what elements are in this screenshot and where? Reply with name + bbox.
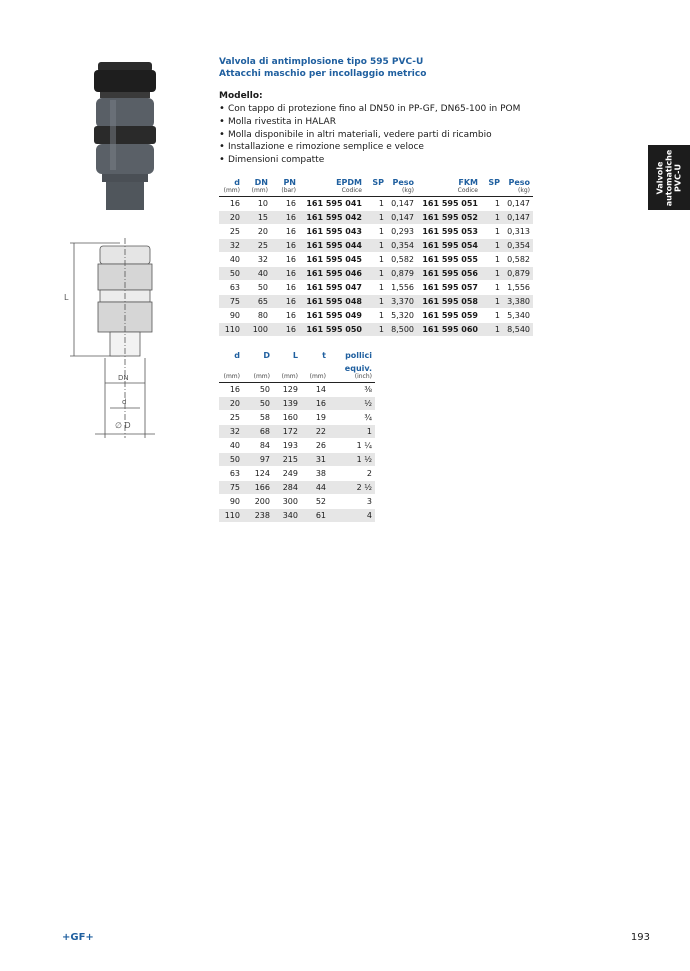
table-cell: 1	[481, 281, 503, 295]
column-header: pollici	[345, 351, 372, 360]
table-cell: 161 595 057	[417, 281, 481, 295]
table-cell: 161 595 056	[417, 267, 481, 281]
table-cell: 32	[219, 239, 243, 253]
table-cell: 1,556	[503, 281, 533, 295]
table-cell: 22	[301, 425, 329, 439]
column-header: SP	[488, 178, 500, 187]
table-cell: 3	[329, 495, 375, 509]
table-cell: 1	[365, 225, 387, 239]
table-cell: 16	[271, 239, 299, 253]
column-unit: (mm)	[223, 187, 240, 194]
table-cell: 200	[243, 495, 273, 509]
product-codes-table	[219, 174, 533, 336]
table-cell: 19	[301, 411, 329, 425]
table-cell: 40	[219, 253, 243, 267]
table-row	[219, 267, 533, 281]
table-cell: 1	[481, 309, 503, 323]
table-row	[219, 211, 533, 225]
table-cell: 161 595 045	[299, 253, 365, 267]
table-cell: 1	[365, 197, 387, 211]
column-unit: (kg)	[518, 187, 530, 194]
tab-line: Valvole	[655, 161, 665, 194]
table-cell: 50	[219, 453, 243, 467]
column-header: t	[322, 351, 326, 360]
table-cell: ½	[329, 397, 375, 411]
table-cell: 8,500	[387, 323, 417, 337]
column-unit: (mm)	[281, 373, 298, 380]
column-header: Peso	[392, 178, 414, 187]
column-header: EPDM	[336, 178, 362, 187]
feature-item: • Installazione e rimozione semplice e veloce	[219, 141, 520, 154]
table-cell: 0,879	[387, 267, 417, 281]
valve-product-image	[80, 60, 170, 220]
table-cell: 0,147	[503, 197, 533, 211]
column-header: SP	[372, 178, 384, 187]
table-cell: 4	[329, 509, 375, 523]
table-cell: 14	[301, 383, 329, 397]
table-cell: 0,147	[503, 211, 533, 225]
table-cell: 193	[273, 439, 301, 453]
table-cell: 161 595 053	[417, 225, 481, 239]
table-row	[219, 197, 533, 211]
table-cell: 1	[481, 267, 503, 281]
column-header: D	[263, 351, 270, 360]
table-row	[219, 239, 533, 253]
table-cell: 129	[273, 383, 301, 397]
table-cell: 65	[243, 295, 271, 309]
column-unit	[481, 187, 503, 197]
table-cell: 97	[243, 453, 273, 467]
table-cell: 2	[329, 467, 375, 481]
table-cell: 1	[481, 211, 503, 225]
table-cell: 40	[243, 267, 271, 281]
table-row	[219, 295, 533, 309]
table-row	[219, 383, 375, 397]
table-cell: 161 595 058	[417, 295, 481, 309]
column-header: L	[292, 351, 298, 360]
product-title	[219, 56, 426, 80]
table-cell: 166	[243, 481, 273, 495]
column-header: equiv.	[344, 364, 372, 373]
section-tab	[648, 145, 690, 210]
table-cell: 16	[271, 281, 299, 295]
table-cell: 161 595 059	[417, 309, 481, 323]
table-cell: 0,354	[387, 239, 417, 253]
diameter-label: ∅ D	[115, 421, 131, 430]
tab-line: automatiche	[664, 149, 674, 206]
title-line: Valvola di antimplosione tipo 595 PVC-U	[219, 57, 424, 67]
table-cell: 90	[219, 495, 243, 509]
table-cell: 1,556	[387, 281, 417, 295]
table-cell: 110	[219, 509, 243, 523]
table-cell: 1	[481, 239, 503, 253]
table-cell: 16	[271, 197, 299, 211]
table-row	[219, 225, 533, 239]
table-cell: 16	[219, 383, 243, 397]
table-cell: 16	[301, 397, 329, 411]
table-cell: 20	[243, 225, 271, 239]
column-header: d	[234, 351, 240, 360]
column-header: DN	[254, 178, 268, 187]
table-cell: 161 595 047	[299, 281, 365, 295]
table-cell: 161 595 060	[417, 323, 481, 337]
table-cell: 161 595 052	[417, 211, 481, 225]
table-cell: 139	[273, 397, 301, 411]
table-cell: 1	[365, 295, 387, 309]
column-header: PN	[283, 178, 296, 187]
column-unit: Codice	[341, 187, 362, 194]
table-cell: 50	[243, 281, 271, 295]
table-cell: 16	[271, 211, 299, 225]
table-cell: 3,370	[387, 295, 417, 309]
table-cell: 1	[329, 425, 375, 439]
brand-logo: +GF+	[62, 932, 94, 943]
table-cell: 161 595 043	[299, 225, 365, 239]
length-label: L	[64, 293, 69, 302]
table-cell: 161 595 048	[299, 295, 365, 309]
table-cell: 16	[219, 197, 243, 211]
table-cell: 26	[301, 439, 329, 453]
table-cell: 25	[243, 239, 271, 253]
table-cell: 249	[273, 467, 301, 481]
table-cell: 16	[271, 267, 299, 281]
table-cell: 16	[271, 253, 299, 267]
table-cell: 1	[365, 309, 387, 323]
table-cell: 61	[301, 509, 329, 523]
table-cell: 80	[243, 309, 271, 323]
table-cell: 161 595 044	[299, 239, 365, 253]
table-cell: 84	[243, 439, 273, 453]
table-cell: 44	[301, 481, 329, 495]
table-cell: 172	[273, 425, 301, 439]
table-cell: 1	[365, 239, 387, 253]
table-cell: 75	[219, 481, 243, 495]
table-cell: 0,293	[387, 225, 417, 239]
table-cell: 8,540	[503, 323, 533, 337]
table-row	[219, 467, 375, 481]
table-cell: 25	[219, 225, 243, 239]
table-cell: 160	[273, 411, 301, 425]
table-cell: 5,320	[387, 309, 417, 323]
column-header	[243, 360, 273, 373]
table-cell: 32	[219, 425, 243, 439]
table-row	[219, 397, 375, 411]
table-row	[219, 509, 375, 523]
table-cell: 38	[301, 467, 329, 481]
table-row	[219, 481, 375, 495]
table-cell: 0,313	[503, 225, 533, 239]
table-cell: 20	[219, 211, 243, 225]
table-cell: 63	[219, 467, 243, 481]
table-cell: 1	[481, 197, 503, 211]
feature-item: • Dimensioni compatte	[219, 154, 520, 167]
table-cell: 90	[219, 309, 243, 323]
table-cell: 25	[219, 411, 243, 425]
column-unit: (mm)	[253, 373, 270, 380]
table-cell: 50	[243, 383, 273, 397]
table-cell: 1	[365, 211, 387, 225]
table-cell: 284	[273, 481, 301, 495]
table-cell: 124	[243, 467, 273, 481]
table-cell: 0,354	[503, 239, 533, 253]
table-cell: 1	[365, 253, 387, 267]
table-cell: 0,582	[387, 253, 417, 267]
column-header	[301, 360, 329, 373]
model-heading: Modello:	[219, 91, 263, 101]
subtitle-line: Attacchi maschio per incollaggio metrico	[219, 69, 427, 79]
table-cell: 15	[243, 211, 271, 225]
table-cell: 16	[271, 225, 299, 239]
column-header	[219, 360, 243, 373]
column-header: d	[234, 178, 240, 187]
table-cell: 0,582	[503, 253, 533, 267]
table-cell: 340	[273, 509, 301, 523]
table-cell: 1 ½	[329, 453, 375, 467]
table-cell: 161 595 046	[299, 267, 365, 281]
table-cell: 20	[219, 397, 243, 411]
table-cell: 10	[243, 197, 271, 211]
table-cell: 1	[365, 267, 387, 281]
table-cell: 50	[243, 397, 273, 411]
table-cell: 31	[301, 453, 329, 467]
table-cell: 32	[243, 253, 271, 267]
dimensions-table	[219, 347, 375, 522]
table-cell: 1 ¼	[329, 439, 375, 453]
table-row	[219, 453, 375, 467]
table-cell: 58	[243, 411, 273, 425]
table-cell: 0,147	[387, 197, 417, 211]
column-unit: (mm)	[223, 373, 240, 380]
column-unit: (inch)	[354, 373, 372, 380]
table-cell: 1	[481, 253, 503, 267]
table-cell: 50	[219, 267, 243, 281]
table-row	[219, 281, 533, 295]
table-cell: 16	[271, 323, 299, 337]
table-cell: 300	[273, 495, 301, 509]
table-row	[219, 411, 375, 425]
table-cell: 1	[365, 323, 387, 337]
table-cell: 161 595 042	[299, 211, 365, 225]
table-cell: 5,340	[503, 309, 533, 323]
table-cell: 1	[481, 323, 503, 337]
table-cell: 63	[219, 281, 243, 295]
feature-list	[219, 103, 520, 167]
table-cell: ⅜	[329, 383, 375, 397]
table-cell: 1	[481, 225, 503, 239]
table-cell: 68	[243, 425, 273, 439]
table-row	[219, 253, 533, 267]
column-unit: Codice	[457, 187, 478, 194]
column-unit: (mm)	[309, 373, 326, 380]
table-cell: 3,380	[503, 295, 533, 309]
d-label: d	[122, 398, 127, 406]
table-cell: 110	[219, 323, 243, 337]
table-cell: 0,879	[503, 267, 533, 281]
column-header: FKM	[458, 178, 478, 187]
column-unit: (mm)	[251, 187, 268, 194]
feature-item: • Molla disponibile in altri materiali, vedere parti di ricambio	[219, 129, 520, 142]
table-row	[219, 323, 533, 337]
table-cell: 2 ½	[329, 481, 375, 495]
table-cell: 75	[219, 295, 243, 309]
column-unit: (kg)	[402, 187, 414, 194]
table-cell: 16	[271, 309, 299, 323]
dn-label: DN	[118, 374, 129, 382]
column-unit	[365, 187, 387, 197]
page-number: 193	[630, 932, 650, 943]
table-cell: 161 595 041	[299, 197, 365, 211]
feature-item: • Con tappo di protezione fino al DN50 in PP-GF, DN65-100 in POM	[219, 103, 520, 116]
table-cell: 1	[365, 281, 387, 295]
table-cell: 161 595 054	[417, 239, 481, 253]
table-cell: 161 595 055	[417, 253, 481, 267]
table-row	[219, 495, 375, 509]
table-cell: 52	[301, 495, 329, 509]
table-cell: 215	[273, 453, 301, 467]
table-cell: 40	[219, 439, 243, 453]
table-cell: ¾	[329, 411, 375, 425]
table-cell: 16	[271, 295, 299, 309]
column-header: Peso	[508, 178, 530, 187]
table-cell: 0,147	[387, 211, 417, 225]
table-cell: 161 595 050	[299, 323, 365, 337]
table-cell: 100	[243, 323, 271, 337]
column-header	[273, 360, 301, 373]
tab-line: PVC-U	[673, 163, 683, 192]
table-row	[219, 439, 375, 453]
valve-dimension-drawing	[60, 238, 190, 443]
table-cell: 238	[243, 509, 273, 523]
column-unit: (bar)	[281, 187, 296, 194]
table-row	[219, 425, 375, 439]
table-cell: 161 595 049	[299, 309, 365, 323]
table-cell: 1	[481, 295, 503, 309]
table-cell: 161 595 051	[417, 197, 481, 211]
feature-item: • Molla rivestita in HALAR	[219, 116, 520, 129]
table-row	[219, 309, 533, 323]
